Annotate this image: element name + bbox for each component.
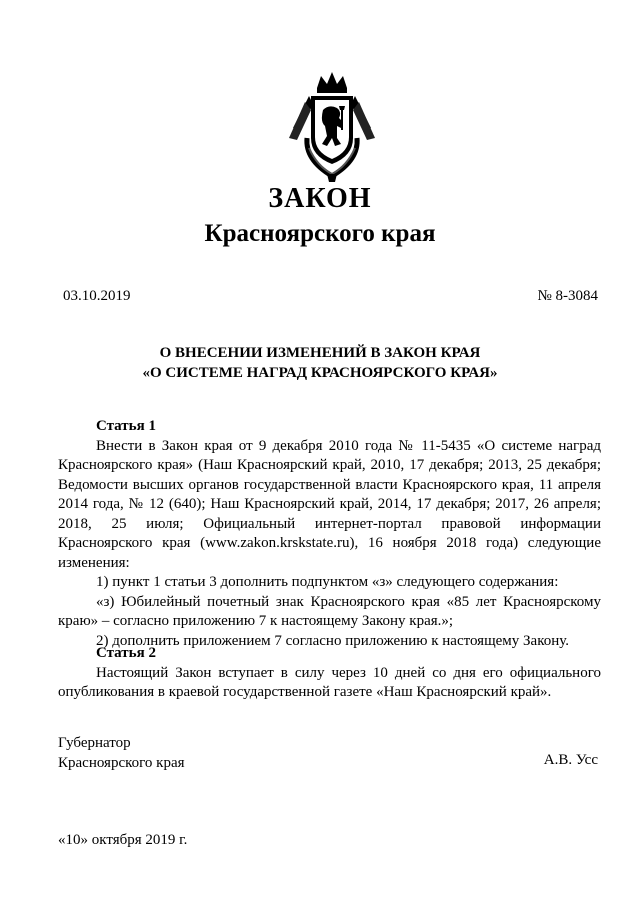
heading-line-2: «О СИСТЕМЕ НАГРАД КРАСНОЯРСКОГО КРАЯ» bbox=[142, 365, 498, 381]
article-1-item-1-text: «з) Юбилейный почетный знак Красноярского края «85 лет Красноярскому краю» – согласно приложению 7 к настоящему Закону края.»; bbox=[58, 593, 601, 629]
heading-line-1: О ВНЕСЕНИИ ИЗМЕНЕНИЙ В ЗАКОН КРАЯ bbox=[159, 345, 481, 361]
article-2-text: Настоящий Закон вступает в силу через 10 дней со дня его официального опубликования в краевой государственной газете «Наш Красноярский край». bbox=[58, 664, 601, 700]
article-1-item-2: 2) дополнить приложением 7 согласно приложению к настоящему Закону. bbox=[96, 632, 569, 649]
law-type-title: ЗАКОН bbox=[268, 183, 372, 214]
article-2 bbox=[58, 644, 601, 703]
signatory-name: А.В. Усс bbox=[543, 752, 598, 768]
law-heading bbox=[0, 343, 640, 383]
article-1-title: Статья 1 bbox=[96, 418, 156, 434]
coat-of-arms-icon bbox=[287, 68, 377, 184]
article-1-intro: Внести в Закон края от 9 декабря 2010 года № 11-5435 «О системе наград Красноярского края» (Наш Красноярский край, 2010, 17 декабря; 2013, 25 декабря; Ведомости высших органов государственной власти Красноярского края, 11 апреля 2014 года, № 12 (640); Наш Красноярский край, 2014, 17 декабря; 2017, 26 апреля; 2018, 25 июля; Официальный интернет-портал правовой информации Красноярского края (www.zakon.krskstate.ru), 16 ноября 2018 года) следующие изменения: bbox=[58, 437, 601, 571]
article-1 bbox=[58, 417, 601, 651]
article-1-item-1: 1) пункт 1 статьи 3 дополнить подпунктом «з» следующего содержания: bbox=[96, 574, 559, 590]
signature-date: «10» октября 2019 г. bbox=[58, 832, 188, 848]
signatory-position bbox=[58, 733, 185, 773]
law-date: 03.10.2019 bbox=[63, 288, 131, 304]
article-2-title: Статья 2 bbox=[96, 645, 156, 661]
region-title: Красноярского края bbox=[204, 220, 436, 247]
signatory-position-line-2: Красноярского края bbox=[58, 755, 185, 771]
law-number: № 8-3084 bbox=[537, 288, 598, 304]
signatory-position-line-1: Губернатор bbox=[58, 735, 131, 751]
